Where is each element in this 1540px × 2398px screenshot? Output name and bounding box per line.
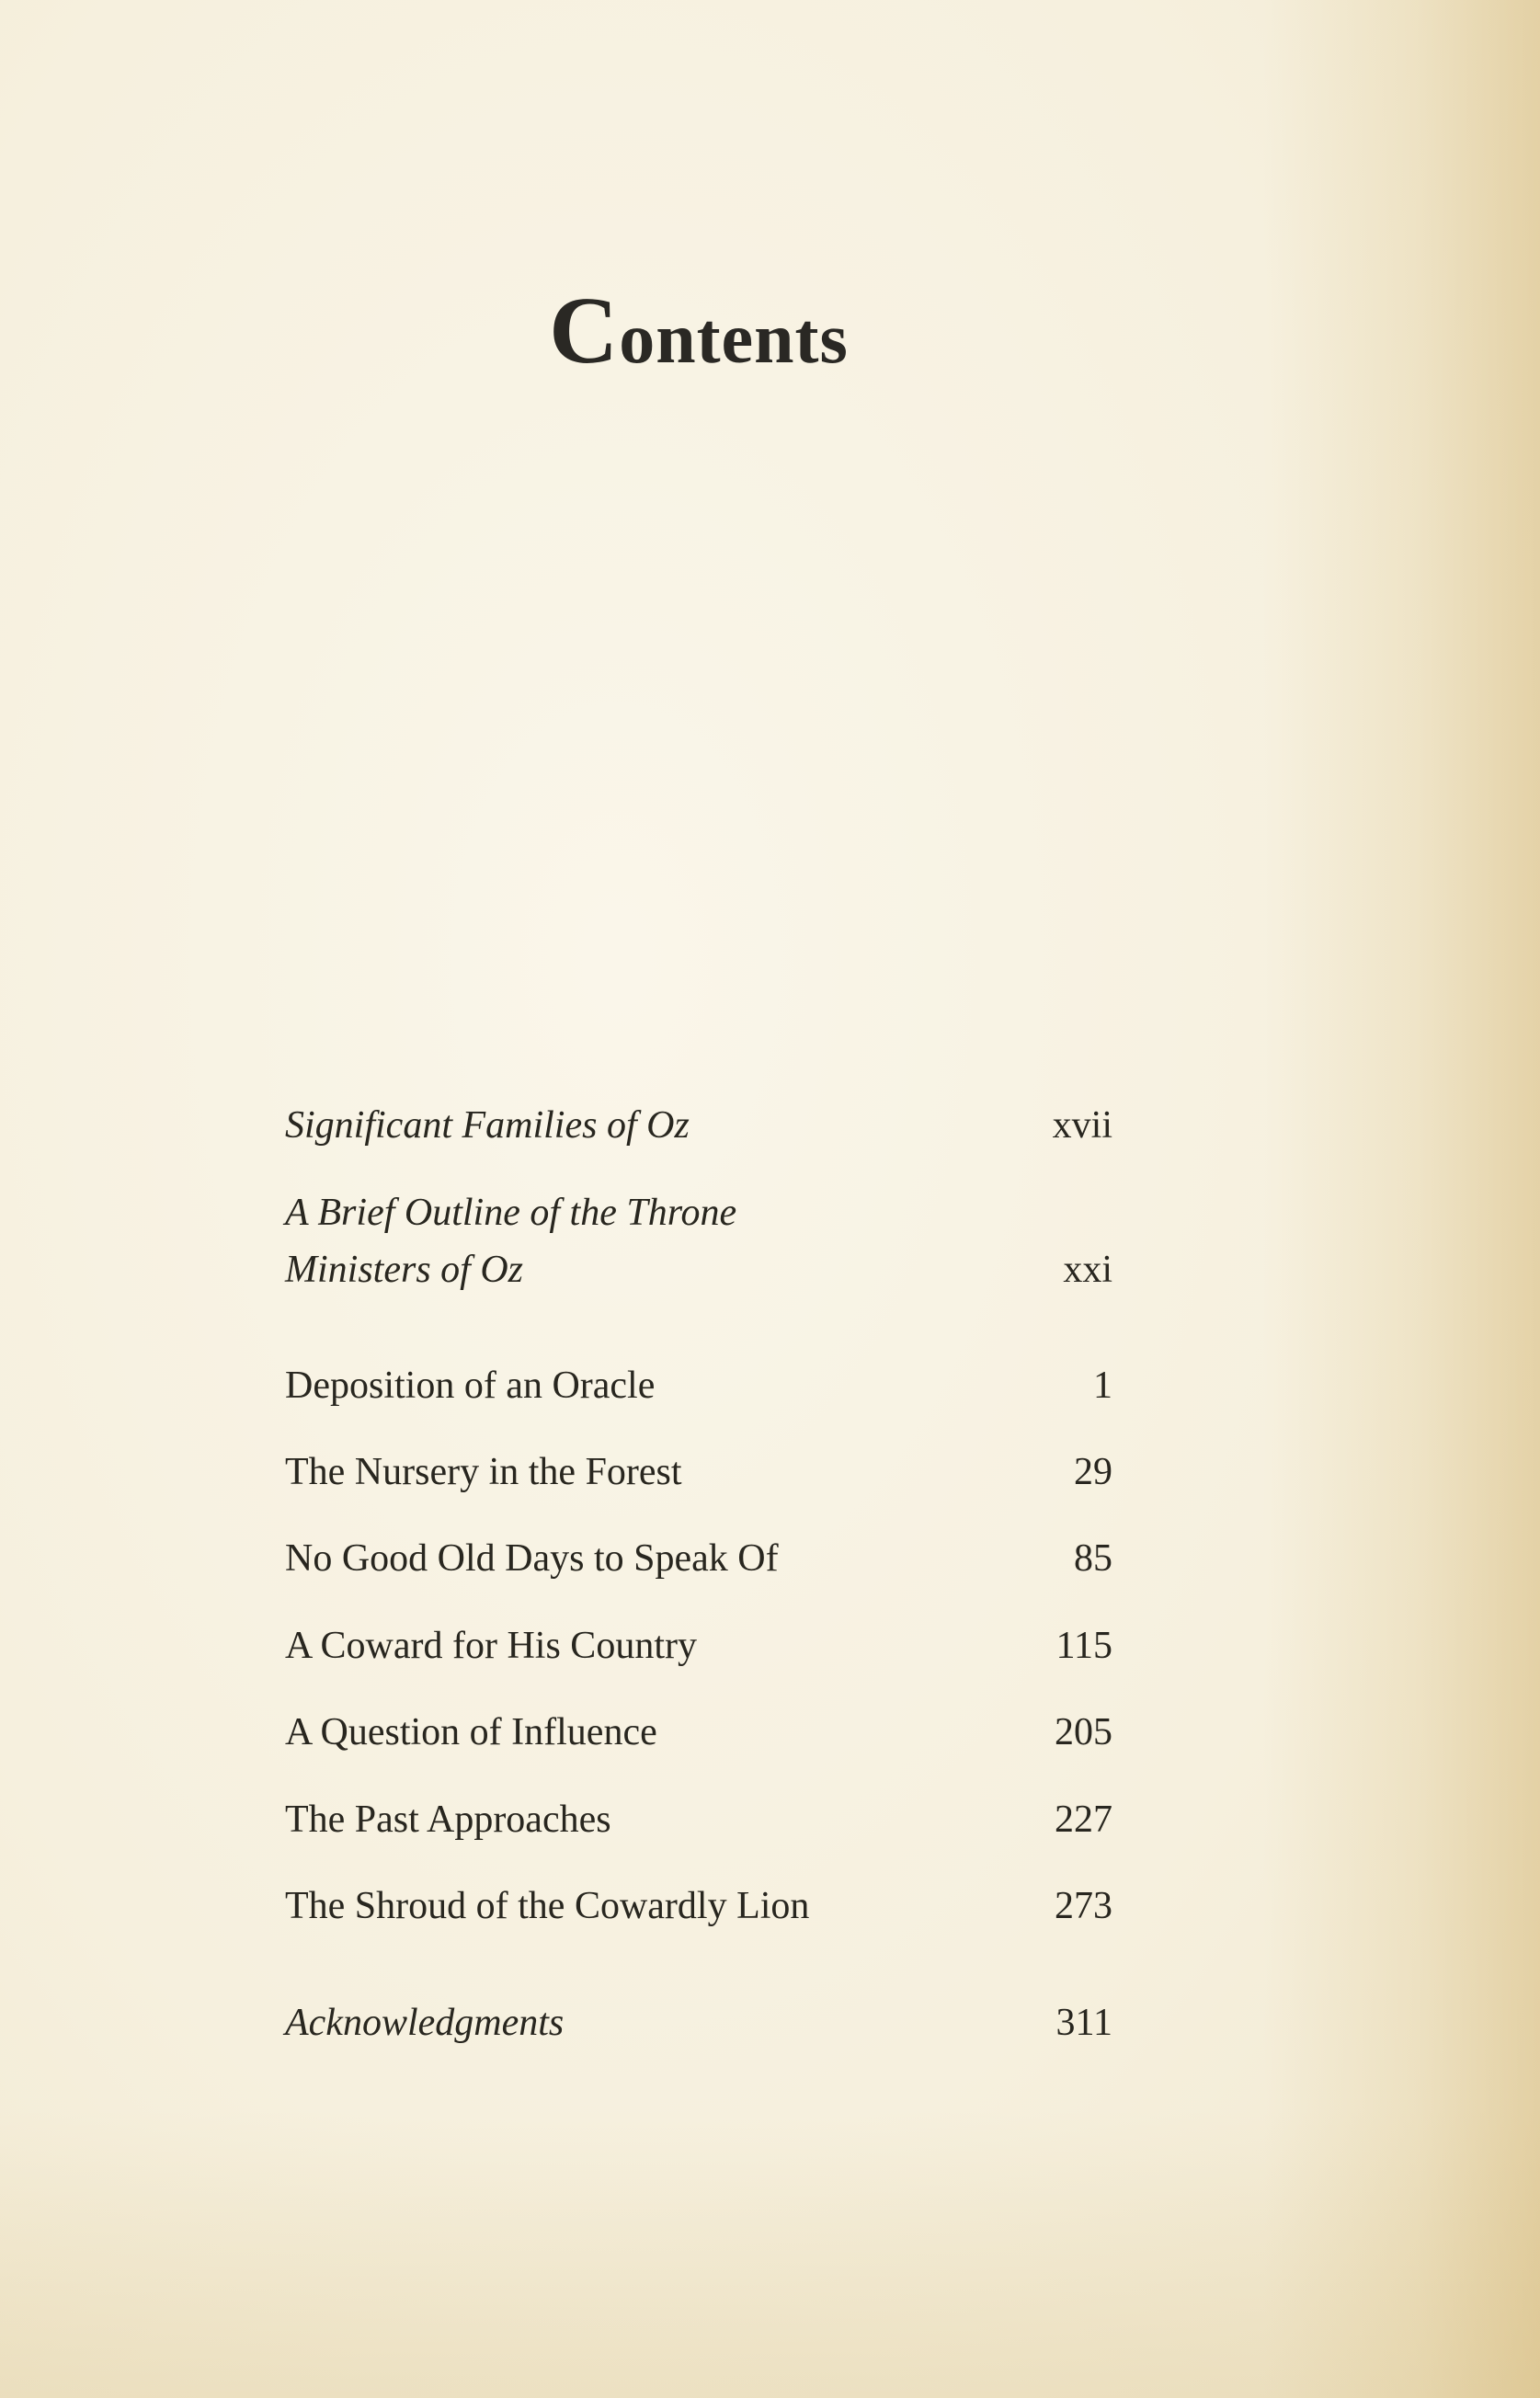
toc-entry-acknowledgments[interactable] [285, 2001, 1112, 2056]
toc-entry-page: 205 [1055, 1711, 1112, 1753]
page-title [0, 276, 1397, 385]
toc-entry-chapter-6[interactable] [285, 1798, 1112, 1853]
toc-entry-label: A Question of Influence [285, 1711, 657, 1753]
toc-entry-chapter-5[interactable] [285, 1710, 1112, 1765]
title-initial: C [549, 278, 620, 383]
title-remainder: ontents [619, 298, 849, 378]
toc-entry-page: 311 [1055, 2002, 1112, 2044]
toc-entry-chapter-7[interactable] [285, 1884, 1112, 1939]
toc-entry-label-line2: Ministers of Oz [285, 1249, 524, 1291]
toc-entry-page: xxi [1063, 1249, 1112, 1291]
toc-entry-label: No Good Old Days to Speak Of [285, 1537, 779, 1580]
toc-entry-label-line1: A Brief Outline of the Throne [285, 1192, 737, 1234]
toc-entry-label: The Nursery in the Forest [285, 1451, 682, 1493]
toc-entry-page: 227 [1055, 1798, 1112, 1841]
toc-entry-page: 85 [1074, 1537, 1112, 1580]
toc-entry-page: 273 [1055, 1885, 1112, 1927]
toc-entry-chapter-2[interactable] [285, 1450, 1112, 1505]
toc-entry-page: xvii [1052, 1104, 1112, 1147]
toc-entry-label: A Coward for His Country [285, 1625, 697, 1667]
toc-entry-label: Acknowledgments [285, 2002, 565, 2044]
toc-entry-label: The Past Approaches [285, 1798, 611, 1841]
toc-entry-page: 115 [1055, 1625, 1112, 1667]
toc-entry-label: Significant Families of Oz [285, 1104, 690, 1147]
toc-entry-chapter-3[interactable] [285, 1536, 1112, 1592]
toc-entry-significant-families[interactable] [285, 1103, 1112, 1159]
toc-entry-page: 1 [1093, 1365, 1112, 1407]
toc-entry-throne-ministers[interactable] [285, 1191, 1112, 1306]
toc-entry-chapter-1[interactable] [285, 1364, 1112, 1419]
toc-entry-chapter-4[interactable] [285, 1624, 1112, 1679]
toc-entry-page: 29 [1074, 1451, 1112, 1493]
toc-entry-label: The Shroud of the Cowardly Lion [285, 1885, 810, 1927]
toc-entry-label: Deposition of an Oracle [285, 1365, 656, 1407]
